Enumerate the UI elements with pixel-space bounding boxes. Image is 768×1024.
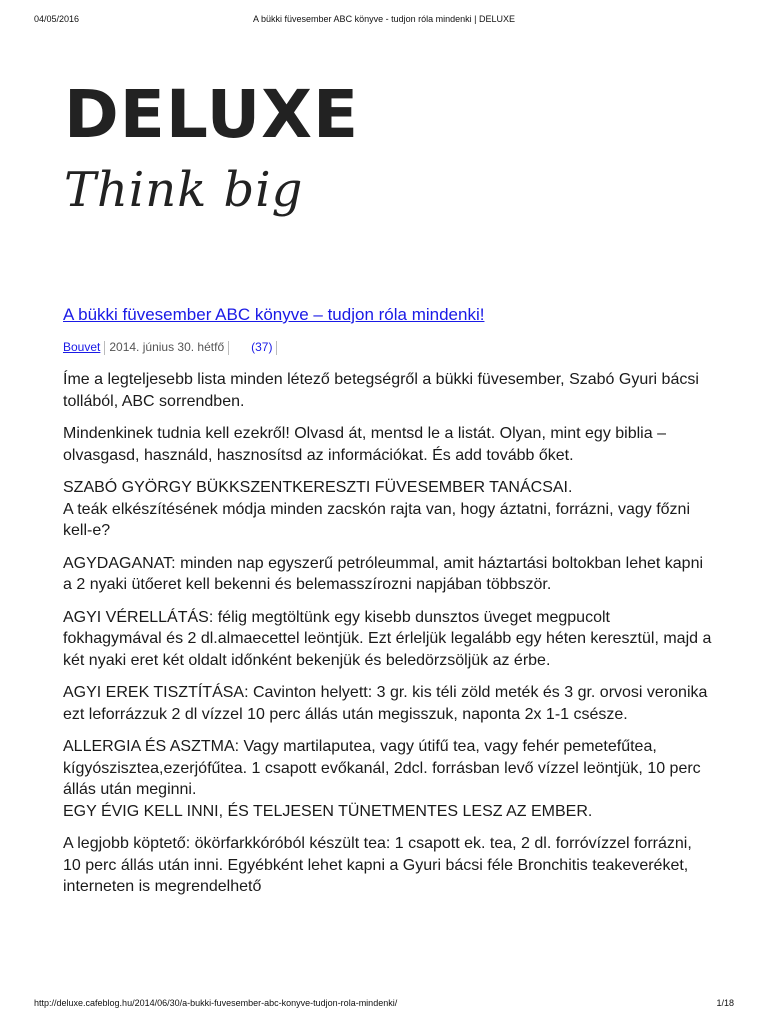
paragraph-agyi-verellatas: AGYI VÉRELLÁTÁS: félig megtöltünk egy kisebb dunsztos üveget megpucolt fokhagymával és 2 dl.almaecettel leöntjük. Ezt érleljük legalább egy héten keresztül, majd a két nyaki eret két oldalt időnként bekenjük és beledörzsöljük az érbe. <box>63 608 712 669</box>
post-meta <box>63 340 281 355</box>
paragraph-intro: Íme a legteljesebb lista minden létező betegségről a bükki füvesember, Szabó Gyuri bácsi tollából, ABC sorrendben. <box>63 371 699 410</box>
advice-text: A teák elkészítésének módja minden zacskón rajta van, hogy áztatni, forrázni, vagy főzni kell-e? <box>63 500 690 539</box>
author-link[interactable]: Bouvet <box>63 340 101 354</box>
print-date: 04/05/2016 <box>34 14 80 24</box>
paragraph-share: Mindenkinek tudnia kell ezekről! Olvasd át, mentsd le a listát. Olyan, mint egy biblia – olvasgasd, használd, hasznosítsd az információkat. És add tovább őket. <box>63 425 666 464</box>
site-brand[interactable] <box>64 76 360 218</box>
meta-divider <box>228 341 229 355</box>
post-content <box>63 369 713 909</box>
post-title-link[interactable]: A bükki füvesember ABC könyve – tudjon róla mindenki! <box>63 305 485 324</box>
print-url: http://deluxe.cafeblog.hu/2014/06/30/a-bukki-fuvesember-abc-konyve-tudjon-rola-mindenki/ <box>34 998 398 1008</box>
post-date: 2014. június 30. hétfő <box>109 340 225 354</box>
paragraph-agydaganat: AGYDAGANAT: minden nap egyszerű petróleummal, amit háztartási boltokban lehet kapni a 2 nyaki ütőeret kell bekenni és belemasszírozni napjában többször. <box>63 554 704 593</box>
advice-heading: SZABÓ GYÖRGY BÜKKSZENTKERESZTI FÜVESEMBER TANÁCSAI. <box>63 479 573 496</box>
paragraph-advice <box>63 477 713 542</box>
print-page-title: A bükki füvesember ABC könyve - tudjon róla mindenki | DELUXE <box>253 14 515 24</box>
print-header <box>34 14 734 26</box>
site-logo[interactable]: DELUXE <box>64 76 360 153</box>
paragraph-agyi-erek: AGYI EREK TISZTÍTÁSA: Cavinton helyett: 3 gr. kis téli zöld meték és 3 gr. orvosi veronika ezt leforrázzuk 2 dl vízzel 10 perc állás után megisszuk, naponta 2x 1-1 csésze. <box>63 684 708 723</box>
meta-divider <box>104 341 105 355</box>
meta-divider <box>276 341 277 355</box>
allergia-note: EGY ÉVIG KELL INNI, ÉS TELJESEN TÜNETMENTES LESZ AZ EMBER. <box>63 802 593 820</box>
print-page-number: 1/18 <box>716 998 734 1008</box>
allergia-text: ALLERGIA ÉS ASZTMA: Vagy martilaputea, vagy útifű tea, vagy fehér pemetefűtea, kígyószisztea,ezerjófűtea. 1 csapott evőkanál, 2dcl. forrásban levő vízzel leöntjük, 10 perc állás után meginni. <box>63 738 701 798</box>
comments-link[interactable]: (37) <box>251 340 273 354</box>
paragraph-allergia <box>63 736 713 822</box>
print-footer <box>34 998 734 1010</box>
site-tagline: Think big <box>64 162 304 218</box>
paragraph-koptero: A legjobb köptető: ökörfarkkóróból készült tea: 1 csapott ek. tea, 2 dl. forróvízzel forrázni, 10 perc állás után inni. Egyébként lehet kapni a Gyuri bácsi féle Bronchitis teakeveréket, interneten is megrendelhető <box>63 835 692 895</box>
